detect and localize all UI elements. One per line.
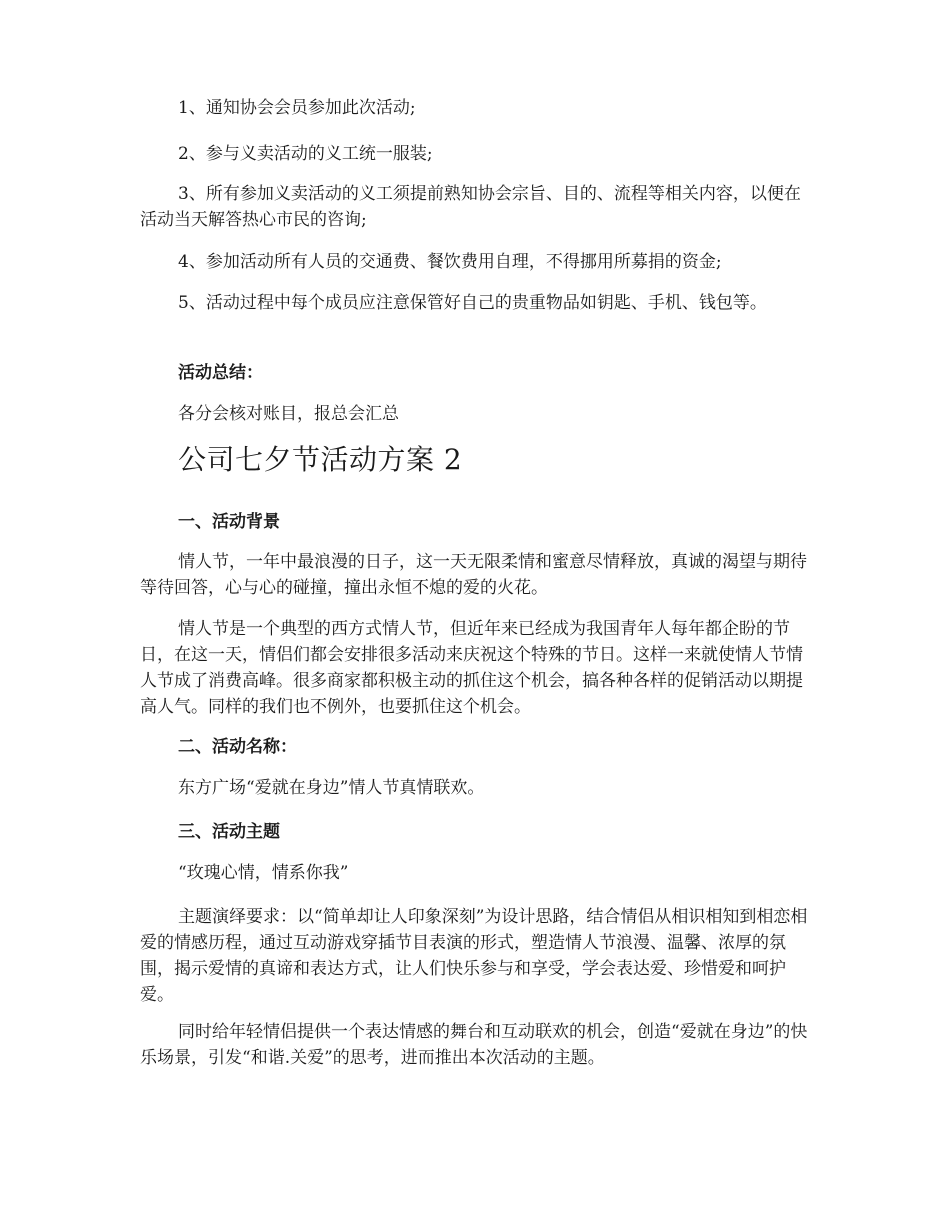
- notes-item-2: 2、参与义卖活动的义工统一服装;: [178, 144, 433, 164]
- section1-para1: 情人节，一年中最浪漫的日子，这一天无限柔情和蜜意尽情释放，真诚的渴望与期待等待回答，心与心的碰撞，撞出永恒不熄的爱的火花。: [140, 552, 807, 598]
- section1-heading: 一、活动背景: [178, 512, 280, 532]
- notes-item-5: 5、活动过程中每个成员应注意保管好自己的贵重物品如钥匙、手机、钱包等。: [178, 293, 767, 313]
- summary-heading: 活动总结：: [178, 363, 263, 383]
- notes-item-4: 4、参加活动所有人员的交通费、餐饮费用自理，不得挪用所募捐的资金;: [178, 252, 722, 272]
- section3-theme: “玫瑰心情，情系你我”: [178, 863, 349, 883]
- notes-item-1: 1、通知协会会员参加此次活动;: [178, 98, 416, 118]
- section3-para2: 同时给年轻情侣提供一个表达情感的舞台和互动联欢的机会，创造“爱就在身边”的快乐场景，引发“和谐.关爱”的思考，进而推出本次活动的主题。: [140, 1022, 808, 1068]
- summary-text: 各分会核对账目，报总会汇总: [178, 404, 399, 424]
- section2-heading: 二、活动名称：: [178, 737, 297, 757]
- plan2-title: 公司七夕节活动方案 2: [178, 443, 463, 476]
- section3-para1: 主题演绎要求：以“简单却让人印象深刻”为设计思路，结合情侣从相识相知到相恋相爱的情感历程，通过互动游戏穿插节目表演的形式，塑造情人节浪漫、温馨、浓厚的氛围，揭示爱情的真谛和表达方式，让人们快乐参与和享受，学会表达爱、珍惜爱和呵护爱。: [140, 907, 808, 1005]
- section2-text: 东方广场“爱就在身边”情人节真情联欢。: [178, 778, 485, 798]
- notes-item-3: 3、所有参加义卖活动的义工须提前熟知协会宗旨、目的、流程等相关内容，以便在活动当天解答热心市民的咨询;: [140, 184, 801, 230]
- section1-para2: 情人节是一个典型的西方式情人节，但近年来已经成为我国青年人每年都企盼的节日，在这一天，情侣们都会安排很多活动来庆祝这个特殊的节日。这样一来就使情人节情人节成了消费高峰。很多商家都积极主动的抓住这个机会，搞各种各样的促销活动以期提高人气。同样的我们也不例外，也要抓住这个机会。: [140, 619, 803, 717]
- section3-heading: 三、活动主题: [178, 822, 280, 842]
